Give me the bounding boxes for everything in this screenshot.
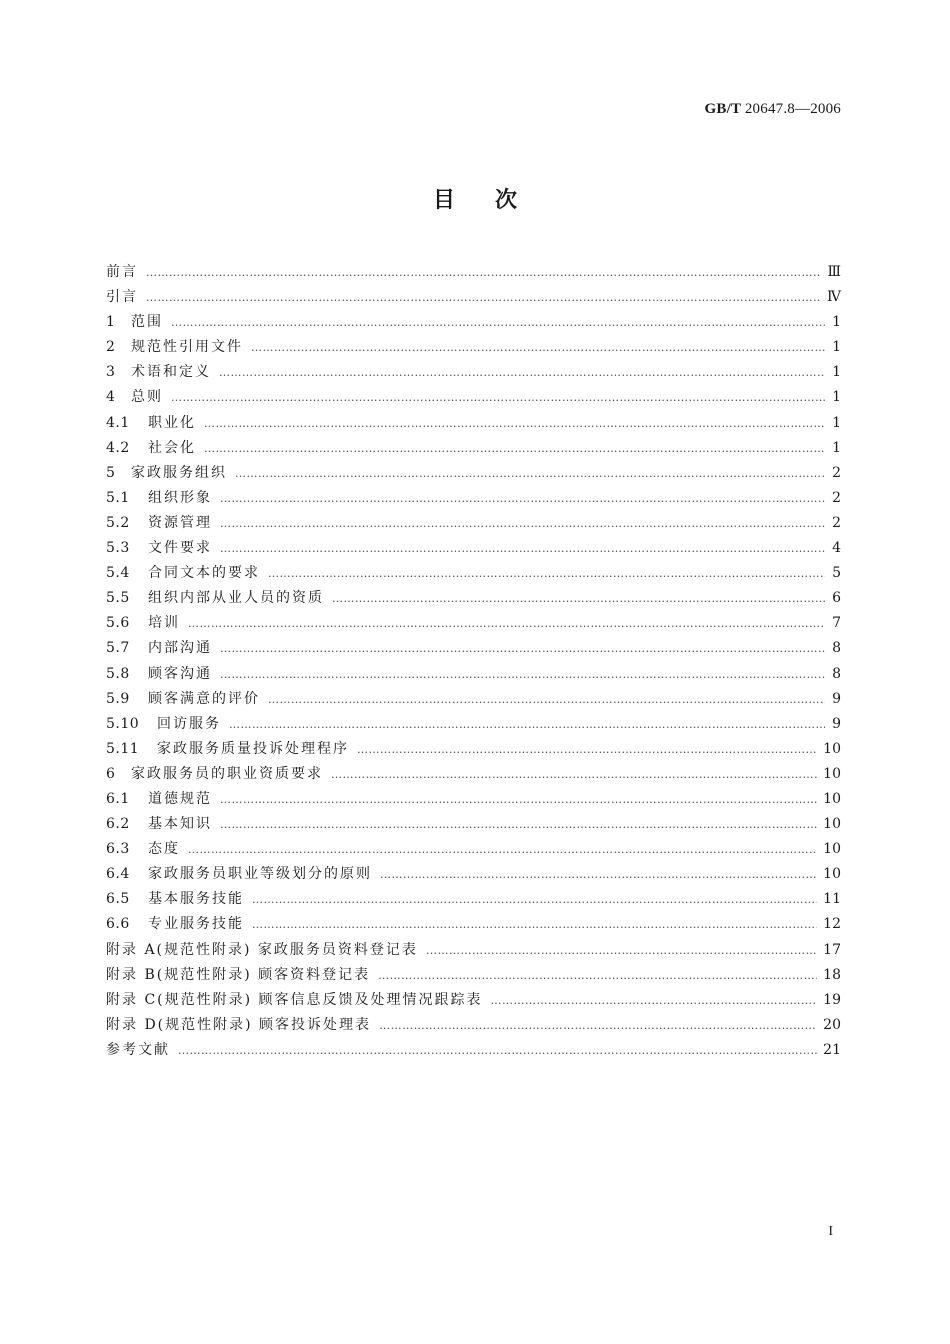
standard-prefix: GB/T (704, 101, 741, 117)
toc-entry-page: 21 (823, 1041, 841, 1058)
table-of-contents (106, 260, 841, 1063)
toc-entry[interactable] (106, 1013, 841, 1038)
toc-entry[interactable] (106, 662, 841, 687)
toc-entry-title: 态度 (148, 841, 180, 858)
toc-entry-title: 社会化 (148, 439, 196, 456)
toc-entry-page: 18 (823, 966, 841, 983)
toc-entry-title: 家政服务员的职业资质要求 (131, 765, 323, 782)
toc-leader-dots (178, 1038, 817, 1063)
toc-entry-number: 5 (106, 464, 116, 481)
toc-leader-dots (219, 360, 825, 385)
toc-entry-page: 20 (823, 1016, 841, 1033)
toc-entry-label (106, 887, 244, 912)
toc-entry-page: 6 (832, 590, 841, 607)
toc-entry-label (106, 938, 418, 963)
toc-entry[interactable] (106, 712, 841, 737)
standard-number (705, 101, 841, 118)
toc-entry-title: 术语和定义 (131, 364, 211, 381)
toc-leader-dots (220, 636, 825, 661)
toc-entry[interactable] (106, 938, 841, 963)
toc-entry-title: 附录 B(规范性附录) 顾客资料登记表 (106, 966, 371, 983)
page-title: 目次 (432, 188, 557, 213)
toc-leader-dots (146, 260, 821, 285)
toc-entry-number: 5.7 (106, 640, 130, 657)
toc-entry-label (106, 360, 211, 385)
toc-leader-dots (252, 887, 817, 912)
toc-entry-number: 6.6 (106, 916, 130, 933)
toc-entry-title: 附录 D(规范性附录) 顾客投诉处理表 (106, 1016, 372, 1033)
toc-entry-number: 6.3 (106, 841, 130, 858)
toc-entry-label (106, 461, 227, 486)
toc-leader-dots (378, 963, 817, 988)
toc-entry-number: 5.11 (106, 740, 140, 757)
toc-leader-dots (426, 938, 817, 963)
toc-leader-dots (220, 787, 817, 812)
toc-entry-title: 总则 (131, 389, 163, 406)
toc-entry-number: 4.1 (106, 414, 130, 431)
toc-entry-title: 参考文献 (106, 1041, 170, 1058)
toc-entry-label (106, 712, 221, 737)
toc-entry-page: 10 (823, 841, 841, 858)
toc-entry[interactable] (106, 812, 841, 837)
toc-entry-label (106, 285, 138, 310)
toc-entry-page: 1 (832, 364, 841, 381)
toc-leader-dots (331, 762, 817, 787)
toc-entry-label (106, 963, 370, 988)
toc-entry-page: 9 (832, 690, 841, 707)
toc-entry[interactable] (106, 636, 841, 661)
toc-entry-title: 职业化 (148, 414, 196, 431)
toc-entry[interactable] (106, 586, 841, 611)
toc-leader-dots (332, 586, 825, 611)
toc-entry[interactable] (106, 310, 841, 335)
toc-leader-dots (220, 511, 825, 536)
toc-entry-page: 1 (832, 389, 841, 406)
toc-entry-label (106, 687, 260, 712)
toc-entry-number: 6.4 (106, 866, 130, 883)
toc-entry-title: 附录 C(规范性附录) 顾客信息反馈及处理情况跟踪表 (106, 991, 483, 1008)
toc-entry-title: 家政服务质量投诉处理程序 (157, 740, 349, 757)
toc-entry-number: 1 (106, 314, 116, 331)
toc-entry[interactable] (106, 285, 841, 310)
toc-entry-label (106, 436, 196, 461)
toc-entry[interactable] (106, 561, 841, 586)
toc-entry[interactable] (106, 536, 841, 561)
toc-entry-number: 4 (106, 389, 116, 406)
toc-entry-title: 组织形象 (148, 489, 212, 506)
toc-entry-page: 10 (823, 866, 841, 883)
toc-leader-dots (491, 988, 818, 1013)
toc-entry-label (106, 812, 212, 837)
toc-entry-title: 家政服务组织 (131, 464, 227, 481)
toc-entry[interactable] (106, 762, 841, 787)
toc-leader-dots (171, 385, 825, 410)
toc-entry-label (106, 335, 243, 360)
toc-entry[interactable] (106, 385, 841, 410)
toc-entry-page: Ⅳ (827, 289, 841, 306)
toc-entry-title: 组织内部从业人员的资质 (148, 590, 324, 607)
toc-entry-number: 5.1 (106, 489, 130, 506)
toc-entry-page: 19 (823, 991, 841, 1008)
toc-leader-dots (220, 812, 817, 837)
toc-entry-label (106, 586, 324, 611)
toc-entry-label (106, 762, 323, 787)
toc-entry-label (106, 411, 196, 436)
toc-entry-page: 8 (832, 640, 841, 657)
toc-entry-number: 6.2 (106, 816, 130, 833)
toc-entry[interactable] (106, 611, 841, 636)
toc-leader-dots (229, 712, 825, 737)
toc-entry-label (106, 611, 180, 636)
toc-entry-label (106, 385, 163, 410)
toc-leader-dots (268, 687, 825, 712)
toc-entry-title: 合同文本的要求 (148, 565, 260, 582)
toc-entry-page: 1 (832, 414, 841, 431)
toc-entry-title: 资源管理 (148, 514, 212, 531)
toc-leader-dots (252, 912, 817, 937)
toc-entry-title: 文件要求 (148, 540, 212, 557)
toc-entry-number: 3 (106, 364, 116, 381)
toc-entry-page: 10 (823, 740, 841, 757)
toc-entry-label (106, 862, 372, 887)
toc-entry[interactable] (106, 360, 841, 385)
toc-entry[interactable] (106, 260, 841, 285)
toc-entry-page: 1 (832, 339, 841, 356)
toc-entry[interactable] (106, 737, 841, 762)
toc-leader-dots (220, 662, 825, 687)
toc-entry-number: 4.2 (106, 439, 130, 456)
toc-entry-label (106, 310, 163, 335)
toc-entry-page: 2 (832, 514, 841, 531)
toc-entry-page: 8 (832, 665, 841, 682)
toc-entry-number: 6.5 (106, 891, 130, 908)
toc-entry-number: 5.10 (106, 715, 140, 732)
toc-entry-label (106, 988, 483, 1013)
toc-entry-title: 前言 (106, 264, 138, 280)
toc-entry-title: 附录 A(规范性附录) 家政服务员资料登记表 (106, 941, 418, 958)
toc-entry-page: 1 (832, 439, 841, 456)
toc-entry[interactable] (106, 335, 841, 360)
toc-entry-page: 2 (832, 464, 841, 481)
toc-entry-page: 5 (832, 565, 841, 582)
toc-leader-dots (204, 436, 825, 461)
toc-entry[interactable] (106, 912, 841, 937)
toc-entry-label (106, 260, 138, 285)
toc-entry[interactable] (106, 963, 841, 988)
toc-entry-page: 10 (823, 765, 841, 782)
toc-entry-page: 2 (832, 489, 841, 506)
toc-entry-page: 10 (823, 816, 841, 833)
toc-entry[interactable] (106, 787, 841, 812)
toc-leader-dots (235, 461, 825, 486)
toc-leader-dots (268, 561, 825, 586)
toc-entry-page: Ⅲ (827, 264, 841, 280)
toc-leader-dots (220, 486, 825, 511)
toc-entry-label (106, 561, 260, 586)
toc-entry[interactable] (106, 461, 841, 486)
toc-leader-dots (379, 1013, 817, 1038)
toc-leader-dots (357, 737, 817, 762)
toc-entry-label (106, 636, 212, 661)
toc-entry-title: 引言 (106, 289, 138, 306)
toc-entry-title: 基本服务技能 (148, 891, 244, 908)
toc-entry-label (106, 536, 212, 561)
toc-entry-page: 4 (832, 540, 841, 557)
toc-leader-dots (188, 611, 825, 636)
toc-entry[interactable] (106, 837, 841, 862)
toc-entry-page: 17 (823, 941, 841, 958)
toc-leader-dots (220, 536, 825, 561)
toc-entry-title: 内部沟通 (148, 640, 212, 657)
toc-leader-dots (188, 837, 817, 862)
toc-entry-page: 7 (832, 615, 841, 632)
toc-entry-label (106, 662, 212, 687)
toc-entry-page: 10 (823, 790, 841, 807)
toc-entry-label (106, 737, 349, 762)
page-number: I (828, 1224, 833, 1239)
toc-entry[interactable] (106, 486, 841, 511)
toc-entry-title: 范围 (131, 314, 163, 331)
standard-code: 20647.8—2006 (744, 101, 841, 117)
toc-entry-page: 9 (832, 715, 841, 732)
toc-entry[interactable] (106, 862, 841, 887)
toc-entry[interactable] (106, 687, 841, 712)
toc-leader-dots (204, 411, 825, 436)
toc-entry-page: 1 (832, 314, 841, 331)
toc-entry-title: 基本知识 (148, 816, 212, 833)
toc-entry-label (106, 486, 212, 511)
toc-entry-title: 顾客沟通 (148, 665, 212, 682)
toc-entry-number: 6 (106, 765, 116, 782)
toc-leader-dots (146, 285, 821, 310)
toc-entry[interactable] (106, 1038, 841, 1063)
toc-entry-label (106, 1038, 170, 1063)
toc-entry-page: 12 (823, 916, 841, 933)
toc-entry[interactable] (106, 887, 841, 912)
toc-entry[interactable] (106, 436, 841, 461)
toc-entry-number: 5.4 (106, 565, 130, 582)
toc-leader-dots (171, 310, 825, 335)
toc-entry-title: 家政服务员职业等级划分的原则 (148, 866, 372, 883)
toc-entry-title: 回访服务 (157, 715, 221, 732)
toc-entry-number: 5.5 (106, 590, 130, 607)
toc-entry-label (106, 837, 180, 862)
toc-entry-title: 顾客满意的评价 (148, 690, 260, 707)
toc-entry-number: 2 (106, 339, 116, 356)
toc-entry-number: 5.2 (106, 514, 130, 531)
toc-entry[interactable] (106, 988, 841, 1013)
toc-entry-title: 道德规范 (148, 790, 212, 807)
toc-entry-title: 规范性引用文件 (131, 339, 243, 356)
toc-entry-label (106, 787, 212, 812)
toc-entry-number: 5.9 (106, 690, 130, 707)
toc-entry-label (106, 1013, 371, 1038)
toc-entry-number: 5.8 (106, 665, 130, 682)
toc-entry-title: 专业服务技能 (148, 916, 244, 933)
toc-entry[interactable] (106, 411, 841, 436)
toc-entry-number: 5.6 (106, 615, 130, 632)
toc-entry[interactable] (106, 511, 841, 536)
toc-entry-label (106, 511, 212, 536)
toc-leader-dots (251, 335, 825, 360)
toc-entry-number: 6.1 (106, 790, 130, 807)
toc-entry-label (106, 912, 244, 937)
toc-entry-page: 11 (823, 891, 841, 908)
toc-leader-dots (380, 862, 817, 887)
toc-entry-title: 培训 (148, 615, 180, 632)
toc-entry-number: 5.3 (106, 540, 130, 557)
